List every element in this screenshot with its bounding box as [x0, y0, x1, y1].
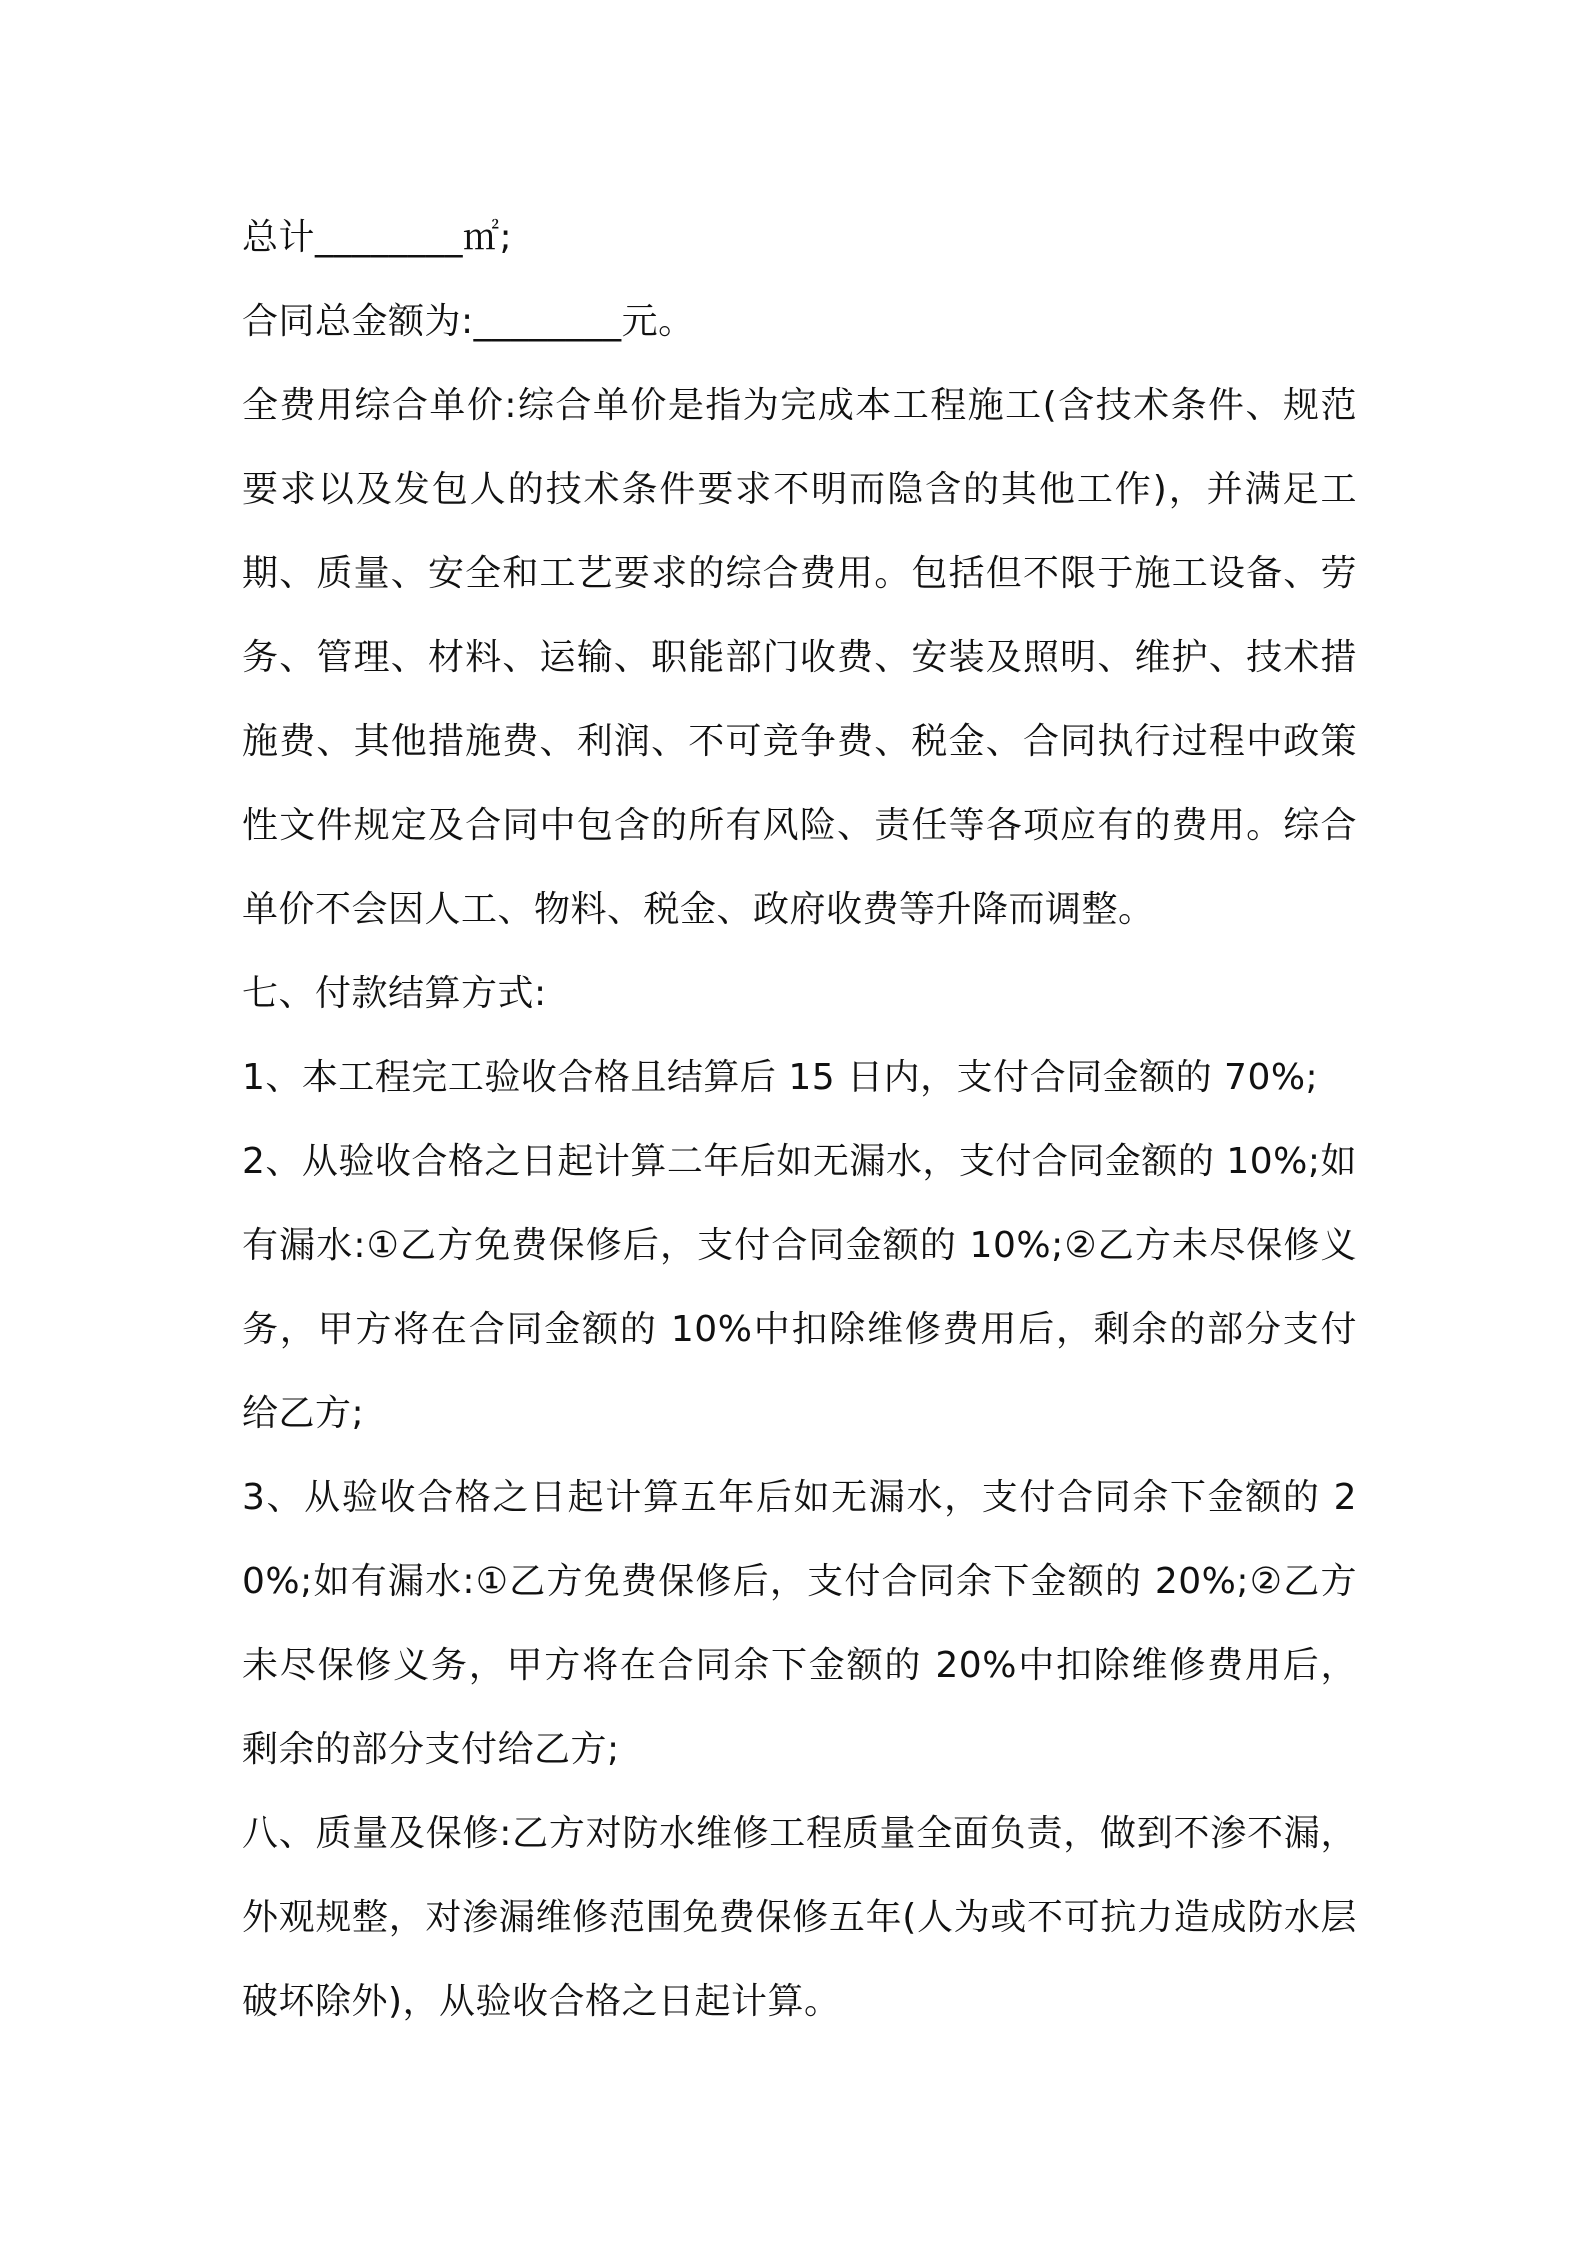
unit-price-clause: 全费用综合单价:综合单价是指为完成本工程施工(含技术条件、规范要求以及发包人的技术条件要求不明而隐含的其他工作)，并满足工期、质量、安全和工艺要求的综合费用。包括但不限于施工设备、劳务、管理、材料、运输、职能部门收费、安装及照明、维护、技术措施费、其他措施费、利润、不可竞争费、税金、合同执行过程中政策性文件规定及合同中包含的所有风险、责任等各项应有的费用。综合单价不会因人工、物料、税金、政府收费等升降而调整。: [242, 385, 1357, 930]
section-heading-payment: 七、付款结算方式:: [242, 973, 547, 1014]
payment-item-1: 1、本工程完工验收合格且结算后 15 日内，支付合同金额的 70%;: [242, 1057, 1319, 1098]
payment-item-2: 2、从验收合格之日起计算二年后如无漏水，支付合同金额的 10%;如有漏水:①乙方免费保修后，支付合同金额的 10%;②乙方未尽保修义务，甲方将在合同金额的 10%中扣除维修费用后，剩余的部分支付给乙方;: [242, 1141, 1357, 1434]
payment-item-3: 3、从验收合格之日起计算五年后如无漏水，支付合同余下金额的 20%;如有漏水:①乙方免费保修后，支付合同余下金额的 20%;②乙方未尽保修义务，甲方将在合同余下金额的 20%中扣除维修费用后，剩余的部分支付给乙方;: [242, 1477, 1357, 1770]
quality-warranty-clause: 八、质量及保修:乙方对防水维修工程质量全面负责，做到不渗不漏，外观规整，对渗漏维修范围免费保修五年(人为或不可抗力造成防水层破坏除外)，从验收合格之日起计算。: [242, 1813, 1357, 2022]
total-area-line: 总计________㎡;: [242, 217, 513, 258]
contract-total-amount-line: 合同总金额为:________元。: [242, 301, 695, 342]
document-body: [242, 196, 1357, 2044]
